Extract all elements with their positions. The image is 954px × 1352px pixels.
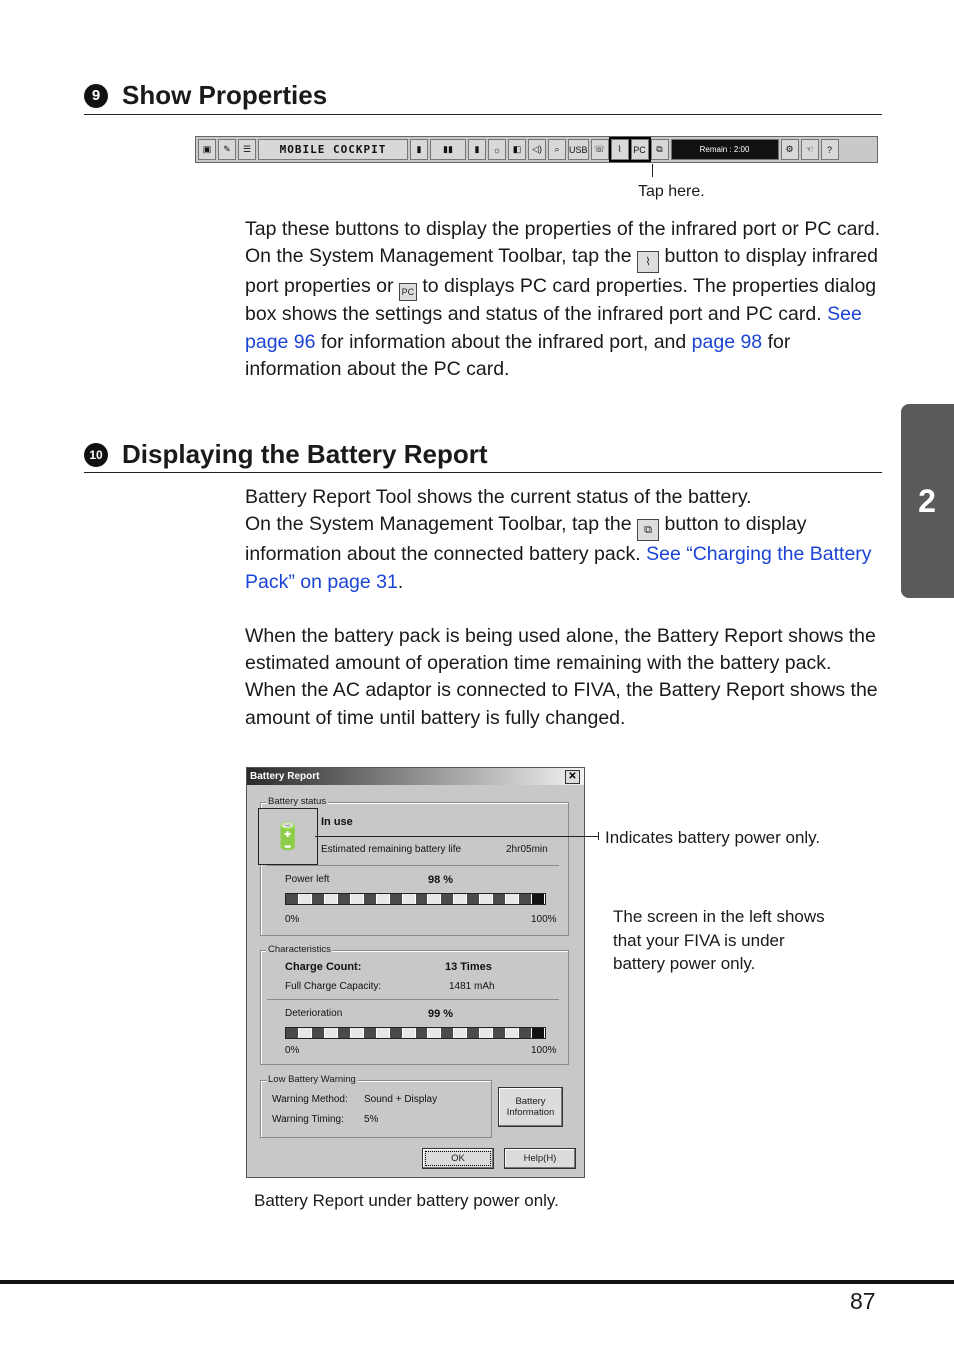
toolbar-hand-icon[interactable]: ☜: [801, 139, 819, 160]
toolbar-search-icon[interactable]: ⌕: [548, 139, 566, 160]
bar-segment: [390, 894, 403, 904]
toolbar-modem-icon[interactable]: ☏: [591, 139, 609, 160]
bar-segment: [351, 1028, 364, 1038]
toolbar-battery-pair-icon[interactable]: ▮▮: [430, 139, 466, 160]
link-charging-battery-pack[interactable]: See “Charging the Battery Pack” on page 31: [245, 543, 872, 593]
scale-max: 100%: [531, 914, 557, 925]
battery-report-dialog: [246, 767, 585, 1178]
page-number: 87: [850, 1288, 876, 1314]
battery-status-group: Battery status: [260, 802, 569, 936]
bar-segment: [467, 1028, 480, 1038]
bar-segment: [506, 1028, 519, 1038]
battery-information-button[interactable]: Battery Information: [498, 1087, 563, 1127]
bar-segment: [506, 894, 519, 904]
scale-min: 0%: [285, 914, 300, 925]
paragraph: Tap these buttons to display the properties of the infrared port or PC card.: [245, 218, 881, 240]
deterioration-label: Deterioration: [285, 1008, 343, 1019]
toolbar-remain-meter: Remain : 2:00: [671, 139, 779, 160]
section-number-badge: 10: [84, 443, 108, 467]
bar-segment: [364, 1028, 377, 1038]
section-heading-battery-report: [84, 439, 488, 470]
bar-segment: [467, 894, 480, 904]
deterioration-bar: [285, 1027, 546, 1039]
callout-leader-tick: [598, 832, 599, 840]
bar-segment: [325, 894, 338, 904]
bar-segment: [286, 894, 299, 904]
low-battery-warning-group: Low Battery Warning: [260, 1080, 492, 1138]
paragraph: When the battery pack is being used alone, the Battery Report shows the estimated amount of operation time remaining with the battery pack.: [245, 624, 876, 675]
toolbar-display-icon[interactable]: ◧: [508, 139, 526, 160]
charge-count-value: 13 Times: [445, 961, 492, 973]
bar-segment: [441, 1028, 454, 1038]
paragraph: On the System Management Toolbar, tap the ⌇ button to display infrared port properties or PC to displays PC card properties. The properties dialog box shows the settings and status of the infrared port and PC card. See page 96 for information about the infrared port, and page 98 for information about the PC card.: [245, 245, 879, 380]
divider: [267, 999, 559, 1000]
power-left-value: 98 %: [428, 874, 454, 886]
bar-segment: [480, 1028, 493, 1038]
bar-segment: [416, 894, 429, 904]
toolbar-pc-card-button[interactable]: PC: [631, 139, 649, 160]
toolbar-list-icon[interactable]: ☰: [238, 139, 256, 160]
bar-segment: [286, 1028, 299, 1038]
charge-count-label: Charge Count:: [285, 961, 362, 973]
warning-method-value: Sound + Display: [364, 1094, 438, 1105]
bar-segment: [299, 894, 312, 904]
bar-segment: [532, 1028, 545, 1038]
scale-min: 0%: [285, 1045, 300, 1056]
warning-method-label: Warning Method:: [272, 1094, 348, 1105]
full-charge-value: 1481 mAh: [449, 981, 495, 992]
bar-segment: [403, 894, 416, 904]
bar-segment: [338, 1028, 351, 1038]
full-charge-label: Full Charge Capacity:: [285, 981, 382, 992]
bar-segment: [377, 894, 390, 904]
toolbar-settings-icon[interactable]: ⚙: [781, 139, 799, 160]
bar-segment: [416, 1028, 429, 1038]
bar-segment: [364, 894, 377, 904]
bar-segment: [519, 1028, 532, 1038]
section9-body: [245, 216, 885, 383]
toolbar-volume-icon[interactable]: ◁): [528, 139, 546, 160]
bar-segment: [325, 1028, 338, 1038]
link-page-96[interactable]: See page 96: [245, 303, 862, 353]
callout-leader: [315, 836, 598, 837]
paragraph: On the System Management Toolbar, tap the ⧉ button to display information about the connected battery pack. See “Charging the Battery Pack” on page 31.: [245, 513, 872, 593]
toolbar-battery-icon[interactable]: ▮: [410, 139, 428, 160]
help-button[interactable]: Help(H): [504, 1148, 576, 1169]
toolbar-help-button[interactable]: ?: [821, 139, 839, 160]
toolbar-app-icon[interactable]: ▣: [198, 139, 216, 160]
bar-segment: [519, 894, 532, 904]
section-number-badge: 9: [84, 84, 108, 108]
power-left-bar: [285, 893, 546, 905]
bar-segment: [428, 894, 441, 904]
heading-rule: [84, 472, 882, 473]
battery-report-icon: ⧉: [637, 519, 659, 541]
bar-segment: [351, 894, 364, 904]
section10-body: [245, 484, 885, 732]
pc-card-icon: PC: [399, 283, 417, 301]
ok-button[interactable]: OK: [422, 1148, 494, 1169]
section-heading-show-properties: [84, 80, 327, 111]
toolbar-logo: MOBILE COCKPIT: [258, 139, 408, 160]
tap-here-leader: [652, 164, 653, 177]
callout-screen-note: The screen in the left shows that your FIVA is under battery power only.: [613, 907, 825, 973]
in-use-status: In use: [321, 816, 353, 828]
scale-max: 100%: [531, 1045, 557, 1056]
toolbar-infrared-icon[interactable]: ⌇: [611, 139, 629, 160]
paragraph: When the AC adaptor is connected to FIVA, the Battery Report shows the amount of time until battery is fully changed.: [245, 679, 878, 729]
estimated-life-value: 2hr05min: [506, 844, 548, 855]
system-management-toolbar: [195, 136, 878, 163]
tap-here-label: Tap here.: [638, 183, 705, 200]
infrared-icon: ⌇: [637, 251, 659, 273]
battery-icon: 🔋: [258, 808, 318, 865]
power-left-label: Power left: [285, 874, 330, 885]
bar-segment: [377, 1028, 390, 1038]
figure-caption: Battery Report under battery power only.: [254, 1191, 559, 1210]
section-title: Displaying the Battery Report: [122, 439, 488, 469]
paragraph: Battery Report Tool shows the current status of the battery.: [245, 486, 752, 508]
footer-rule: [0, 1280, 954, 1284]
heading-rule: [84, 114, 882, 115]
toolbar-battery-icon-2[interactable]: ▮: [468, 139, 486, 160]
bar-segment: [312, 894, 325, 904]
bar-segment: [493, 1028, 506, 1038]
toolbar-pen-icon[interactable]: ✎: [218, 139, 236, 160]
bar-segment: [403, 1028, 416, 1038]
bar-segment: [390, 1028, 403, 1038]
bar-segment: [480, 894, 493, 904]
bar-segment: [441, 894, 454, 904]
characteristics-group: Characteristics: [260, 950, 569, 1065]
bar-segment: [532, 894, 545, 904]
bar-segment: [454, 894, 467, 904]
bar-segment: [493, 894, 506, 904]
bar-segment: [299, 1028, 312, 1038]
bar-segment: [338, 894, 351, 904]
dialog-title-bar: Battery Report ✕: [247, 768, 584, 785]
divider: [267, 865, 559, 866]
toolbar-usb-button[interactable]: USB: [568, 139, 589, 160]
deterioration-value: 99 %: [428, 1008, 454, 1020]
warning-timing-label: Warning Timing:: [272, 1114, 344, 1125]
toolbar-battery-report-icon[interactable]: ⧉: [651, 139, 669, 160]
bar-segment: [312, 1028, 325, 1038]
toolbar-brightness-icon[interactable]: ☼: [488, 139, 506, 160]
warning-timing-value: 5%: [364, 1114, 379, 1125]
chapter-tab: 2: [901, 404, 954, 598]
section-title: Show Properties: [122, 80, 328, 110]
close-icon[interactable]: ✕: [565, 770, 580, 784]
callout-battery-power: Indicates battery power only.: [605, 828, 821, 847]
link-page-98[interactable]: page 98: [691, 330, 763, 353]
bar-segment: [428, 1028, 441, 1038]
bar-segment: [454, 1028, 467, 1038]
estimated-life-label: Estimated remaining battery life: [321, 844, 462, 855]
